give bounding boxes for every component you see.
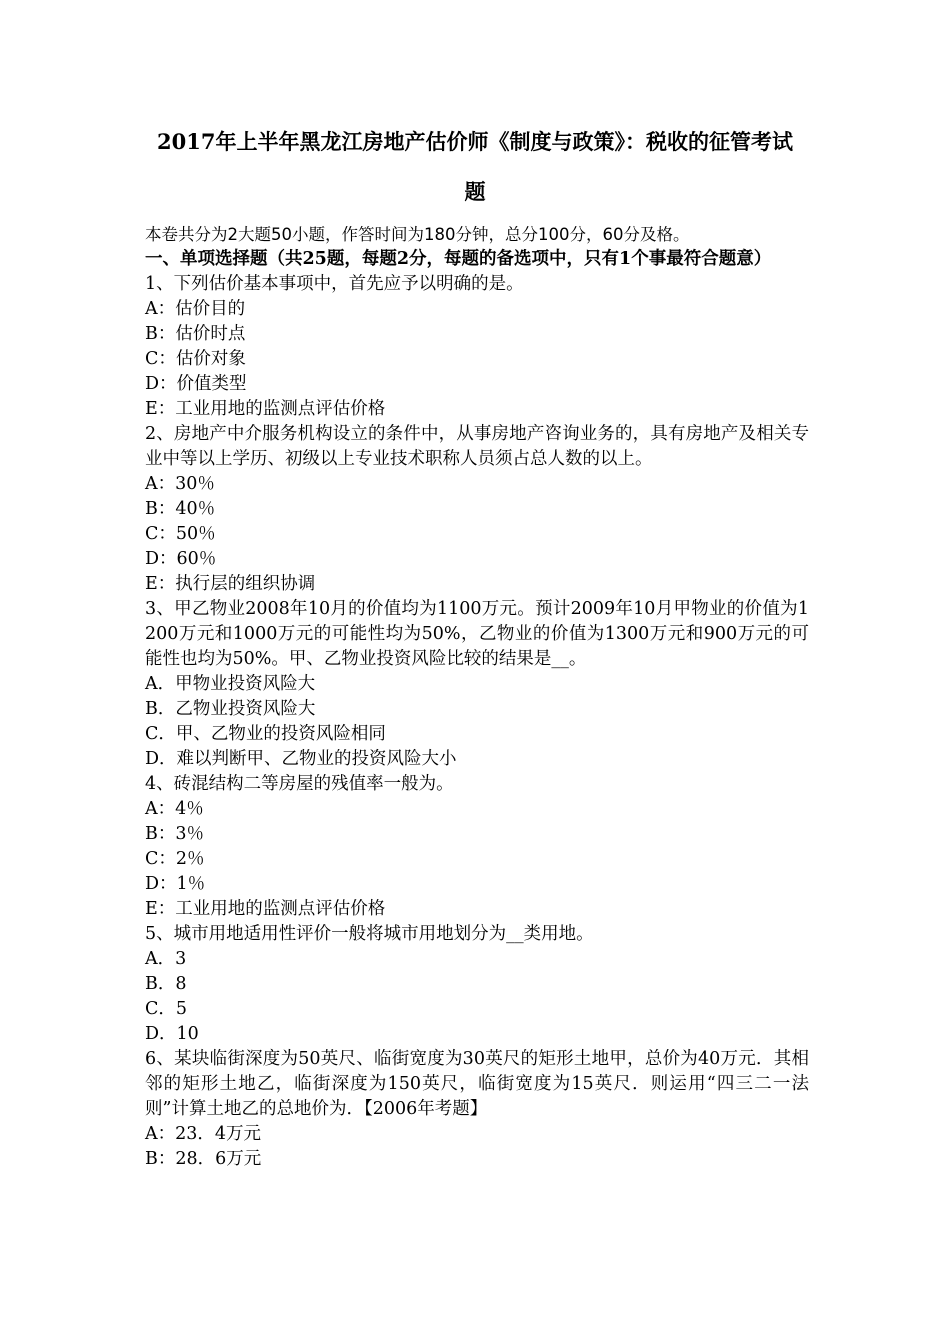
- document-title-continued: 题: [464, 179, 486, 204]
- option: B：28．6万元: [145, 1149, 262, 1169]
- question-3: [145, 597, 809, 772]
- question-stem: 3、甲乙物业2008年10月的价值均为1100万元。预计2009年10月甲物业的价值为1200万元和1000万元的可能性均为50%，乙物业的价值为1300万元和900万元的可能性也均为50%。甲、乙物业投资风险比较的结果是__。: [145, 599, 809, 669]
- option: A．3: [145, 949, 187, 969]
- option: A：30％: [145, 474, 215, 494]
- question-stem: 4、砖混结构二等房屋的残值率一般为。: [145, 774, 454, 794]
- question-stem: 6、某块临街深度为50英尺、临街宽度为30英尺的矩形土地甲，总价为40万元．其相邻的矩形土地乙，临街深度为150英尺，临街宽度为15英尺．则运用“四三二一法则”计算土地乙的总地价为．【2006年考题】: [145, 1049, 809, 1119]
- option: D．难以判断甲、乙物业的投资风险大小: [145, 749, 457, 769]
- section-heading: 一、单项选择题（共25题，每题2分，每题的备选项中，只有1个事最符合题意）: [145, 249, 772, 269]
- option: D：价值类型: [145, 374, 247, 394]
- option: B：40％: [145, 499, 216, 519]
- option: E：工业用地的监测点评估价格: [145, 899, 386, 919]
- exam-intro: 本卷共分为2大题50小题，作答时间为180分钟，总分100分，60分及格。: [145, 225, 690, 244]
- question-stem: 1、下列估价基本事项中，首先应予以明确的是。: [145, 274, 524, 294]
- option: D：1％: [145, 874, 206, 894]
- option: B．8: [145, 974, 187, 994]
- option: A：4％: [145, 799, 204, 819]
- option: B．乙物业投资风险大: [145, 699, 316, 719]
- question-2: [145, 422, 809, 597]
- document-title: 2017年上半年黑龙江房地产估价师《制度与政策》：税收的征管考试: [157, 129, 793, 154]
- option: E：执行层的组织协调: [145, 574, 316, 594]
- question-4: [145, 772, 809, 922]
- question-1: [145, 272, 809, 422]
- option: C：估价对象: [145, 349, 246, 369]
- option: A：23．4万元: [145, 1124, 262, 1144]
- option: A：估价目的: [145, 299, 246, 319]
- option: D．10: [145, 1024, 199, 1044]
- question-stem: 2、房地产中介服务机构设立的条件中，从事房地产咨询业务的，具有房地产及相关专业中等以上学历、初级以上专业技术职称人员须占总人数的以上。: [145, 424, 809, 469]
- option: B：估价时点: [145, 324, 246, 344]
- option: C．甲、乙物业的投资风险相同: [145, 724, 386, 744]
- document-body: [145, 222, 809, 1172]
- question-6: [145, 1047, 809, 1172]
- option: C．5: [145, 999, 188, 1019]
- option: A．甲物业投资风险大: [145, 674, 316, 694]
- option: C：2％: [145, 849, 205, 869]
- option: D：60％: [145, 549, 217, 569]
- option: B：3％: [145, 824, 204, 844]
- question-stem: 5、城市用地适用性评价一般将城市用地划分为__类用地。: [145, 924, 594, 944]
- option: C：50％: [145, 524, 216, 544]
- question-5: [145, 922, 809, 1047]
- option: E：工业用地的监测点评估价格: [145, 399, 386, 419]
